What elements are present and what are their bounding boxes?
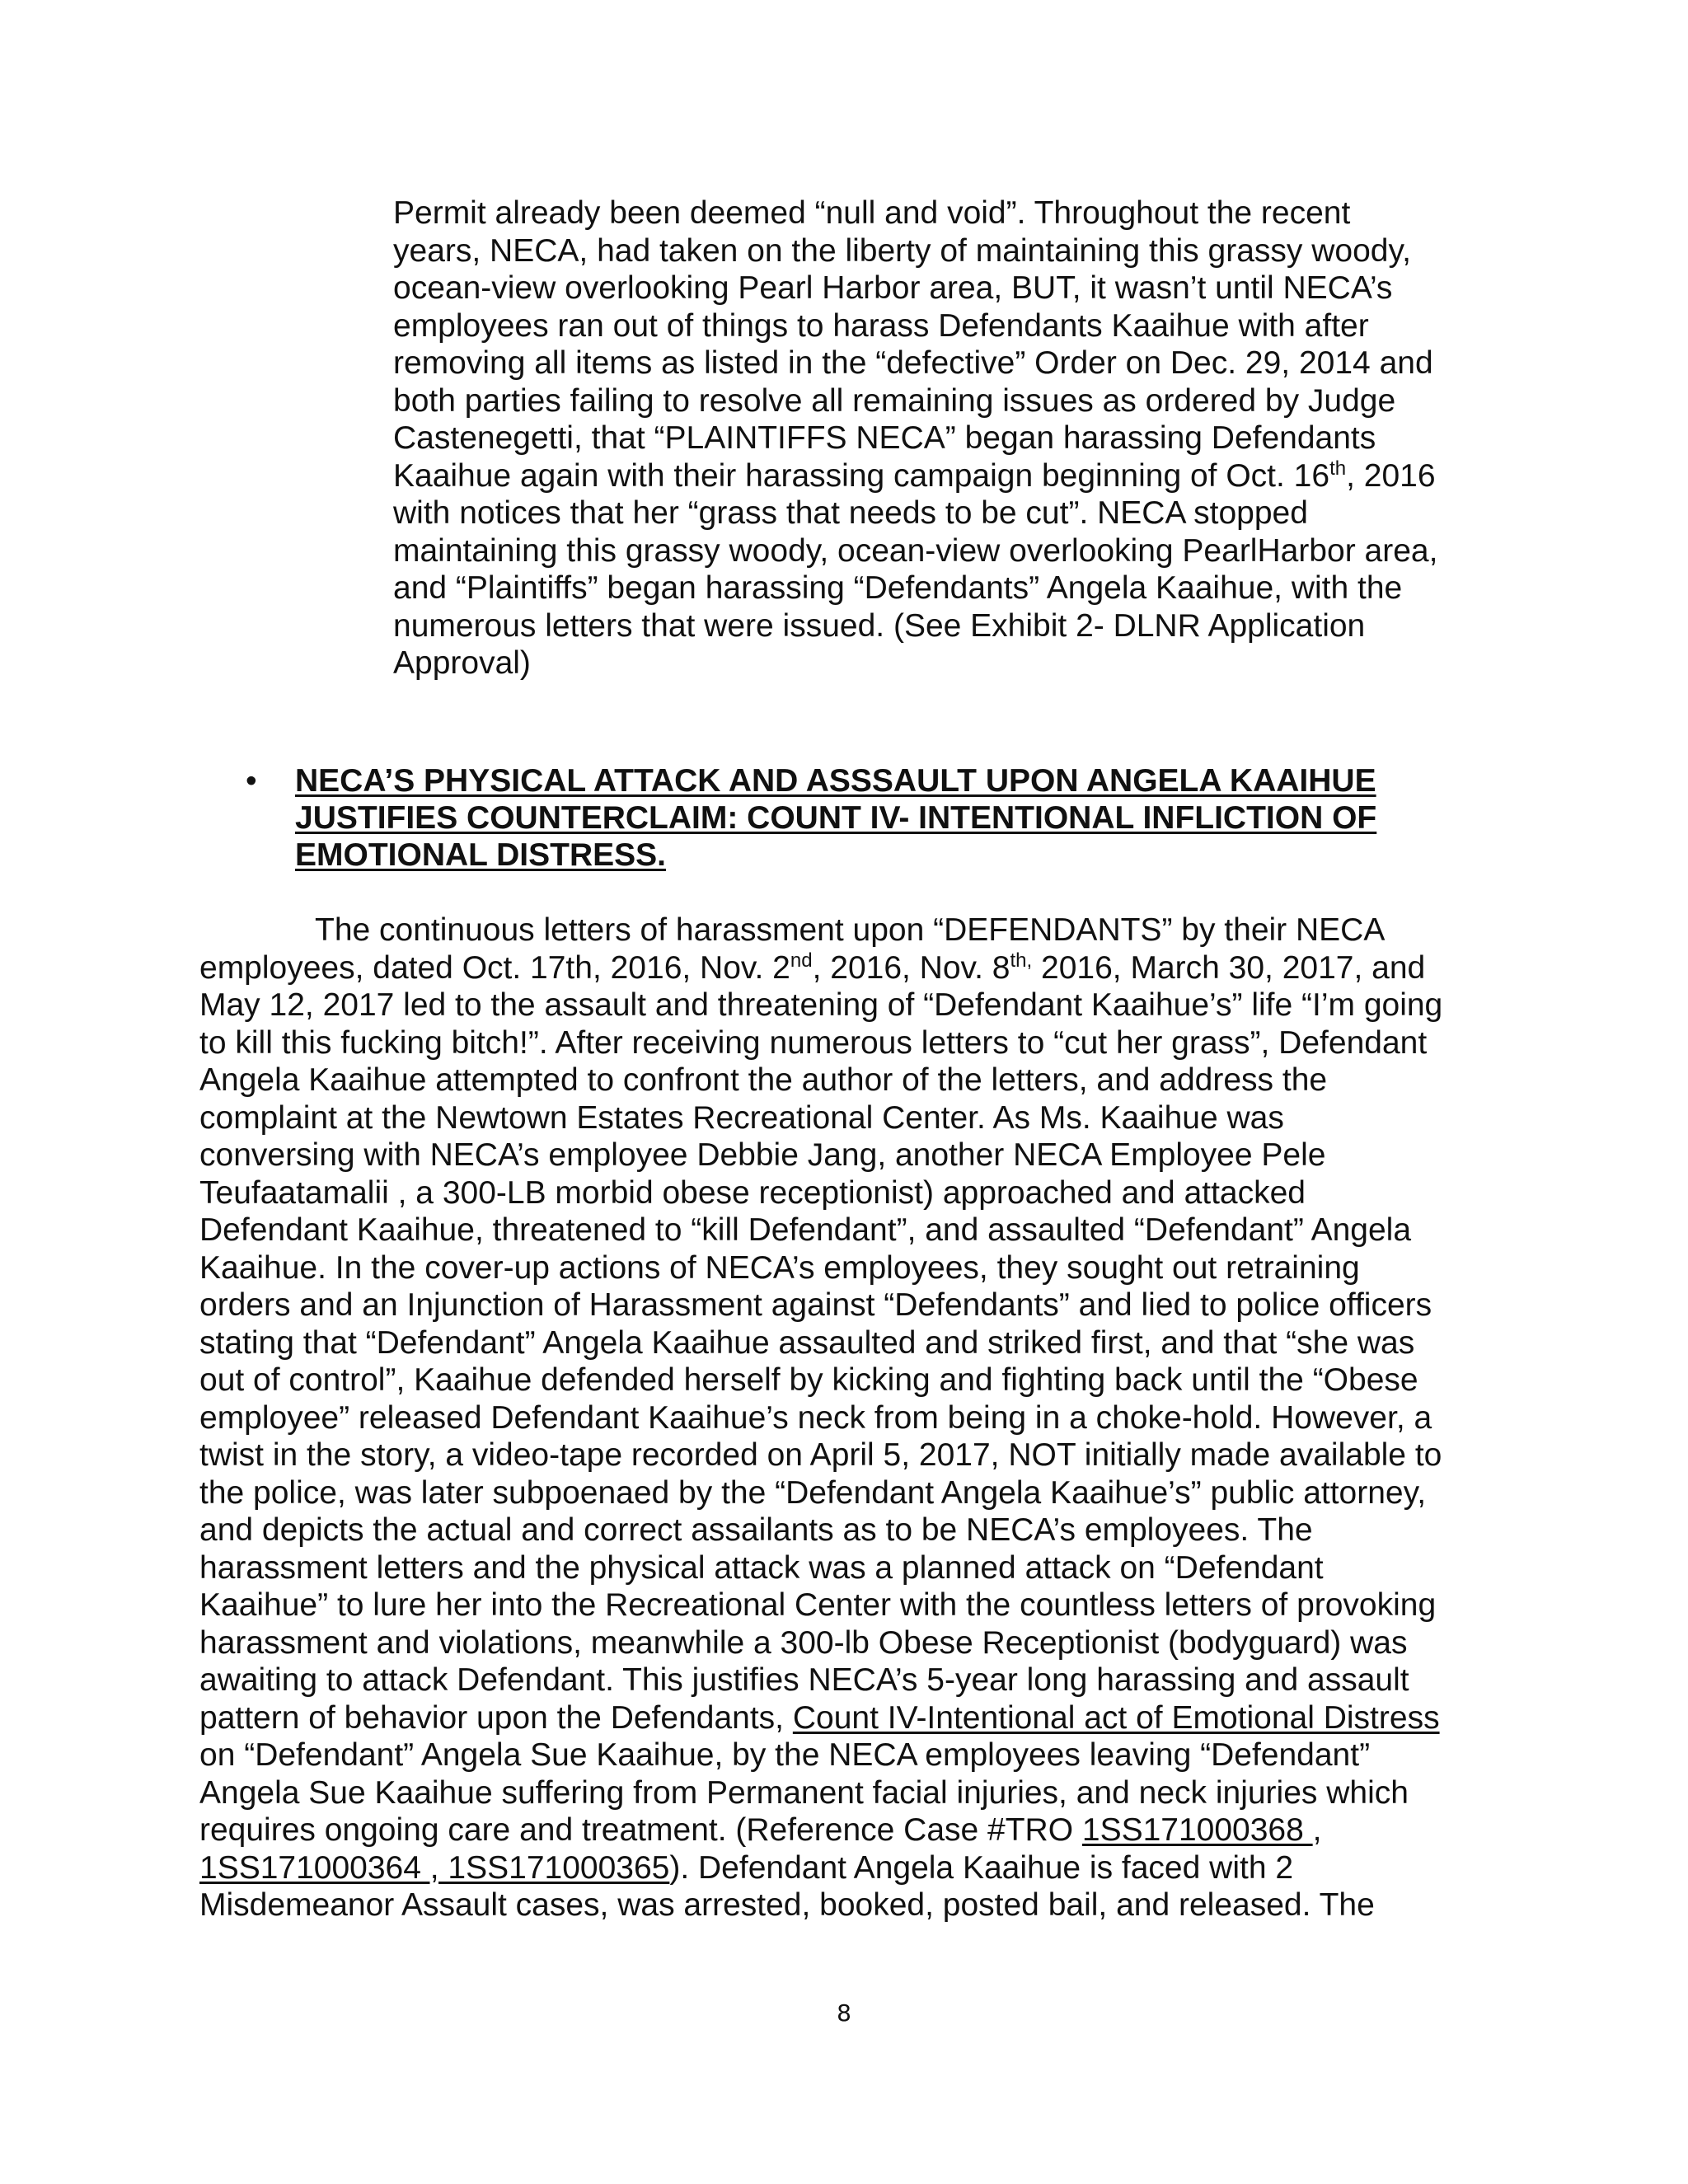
- text-line: maintaining this grassy woody, ocean-view overlooking PearlHarbor area,: [393, 532, 1438, 569]
- text-line: with notices that her “grass that needs to be cut”. NECA stopped: [393, 495, 1308, 531]
- text-segment: pattern of behavior upon the Defendants,: [199, 1699, 793, 1736]
- text-line: Approval): [393, 645, 531, 681]
- text-segment: ,: [1312, 1812, 1322, 1848]
- text-line: ocean-view overlooking Pearl Harbor area, BUT, it wasn’t until NECA’s: [393, 270, 1393, 306]
- heading-line: EMOTIONAL DISTRESS.: [295, 837, 666, 873]
- text-line: to kill this fucking bitch!”. After receiving numerous letters to “cut her grass”, Defendant: [199, 1024, 1428, 1061]
- section-heading-text: [295, 762, 1376, 874]
- text-line: stating that “Defendant” Angela Kaaihue assaulted and striked first, and that “she was: [199, 1324, 1415, 1361]
- text-line: twist in the story, a video-tape recorded on April 5, 2017, NOT initially made available to: [199, 1437, 1442, 1473]
- text-line: harassment and violations, meanwhile a 300-lb Obese Receptionist (bodyguard) was: [199, 1624, 1408, 1661]
- superscript: nd: [790, 949, 813, 972]
- text-line: and “Plaintiffs” began harassing “Defendants” Angela Kaaihue, with the: [393, 570, 1403, 606]
- text-line: Permit already been deemed “null and void”. Throughout the recent: [393, 195, 1351, 231]
- text-line: [199, 1699, 1502, 1737]
- text-line: Teufaatamalii , a 300-LB morbid obese receptionist) approached and attacked: [199, 1174, 1306, 1211]
- text-line: Kaaihue. In the cover-up actions of NECA’s employees, they sought out retraining: [199, 1249, 1360, 1286]
- text-line: [199, 1811, 1502, 1849]
- text-line: [199, 1849, 1502, 1887]
- text-line: out of control”, Kaaihue defended herself by kicking and fighting back until the “Obese: [199, 1362, 1418, 1398]
- text-line: Angela Sue Kaaihue suffering from Permanent facial injuries, and neck injuries which: [199, 1774, 1409, 1811]
- text-line: numerous letters that were issued. (See Exhibit 2- DLNR Application: [393, 607, 1366, 644]
- text-segment: , 2016: [1346, 457, 1436, 494]
- text-line: Defendant Kaaihue, threatened to “kill Defendant”, and assaulted “Defendant” Angela: [199, 1212, 1412, 1248]
- text-segment: ). Defendant Angela Kaaihue is faced with 2: [669, 1849, 1294, 1886]
- text-segment: employees, dated Oct. 17th, 2016, Nov. 2: [199, 949, 790, 986]
- text-line: [393, 457, 1489, 495]
- text-line: conversing with NECA’s employee Debbie Jang, another NECA Employee Pele: [199, 1137, 1326, 1173]
- text-segment: 2016, March 30, 2017, and: [1032, 949, 1426, 986]
- text-line: orders and an Injunction of Harassment against “Defendants” and lied to police officers: [199, 1287, 1432, 1323]
- main-paragraph: [199, 912, 1502, 1924]
- text-line: employees ran out of things to harass Defendants Kaaihue with after: [393, 307, 1369, 344]
- text-line: years, NECA, had taken on the liberty of maintaining this grassy woody,: [393, 232, 1411, 269]
- text-line: May 12, 2017 led to the assault and threatening of “Defendant Kaaihue’s” life “I’m going: [199, 987, 1443, 1023]
- underlined-count-reference: Count IV-Intentional act of Emotional Distress: [792, 1699, 1440, 1736]
- heading-line: NECA’S PHYSICAL ATTACK AND ASSSAULT UPON ANGELA KAAIHUE: [295, 763, 1376, 799]
- text-segment: , 2016, Nov. 8: [812, 949, 1010, 986]
- text-line: Kaaihue” to lure her into the Recreational Center with the countless letters of provoking: [199, 1587, 1437, 1623]
- text-line: [199, 949, 1502, 987]
- text-line: The continuous letters of harassment upon “DEFENDANTS” by their NECA: [315, 912, 1386, 948]
- text-line: complaint at the Newtown Estates Recreational Center. As Ms. Kaaihue was: [199, 1099, 1284, 1136]
- text-line: on “Defendant” Angela Sue Kaaihue, by the NECA employees leaving “Defendant”: [199, 1737, 1371, 1773]
- text-line: both parties failing to resolve all remaining issues as ordered by Judge: [393, 382, 1396, 419]
- superscript: th: [1329, 457, 1347, 480]
- text-line: and depicts the actual and correct assailants as to be NECA’s employees. The: [199, 1512, 1313, 1548]
- page-number: 8: [837, 1999, 851, 2027]
- text-line: harassment letters and the physical attack was a planned attack on “Defendant: [199, 1549, 1324, 1586]
- text-line: Angela Kaaihue attempted to confront the author of the letters, and address the: [199, 1062, 1328, 1098]
- bullet-icon: •: [246, 763, 257, 799]
- text-segment: requires ongoing care and treatment. (Reference Case #TRO: [199, 1812, 1082, 1848]
- text-line: the police, was later subpoenaed by the “Defendant Angela Kaaihue’s” public attorney,: [199, 1474, 1427, 1511]
- case-number-link: 1SS171000368: [1081, 1812, 1313, 1848]
- heading-line: JUSTIFIES COUNTERCLAIM: COUNT IV- INTENTIONAL INFLICTION OF: [295, 800, 1377, 836]
- continuation-paragraph: [393, 194, 1489, 682]
- text-line: employee” released Defendant Kaaihue’s neck from being in a choke-hold. However, a: [199, 1399, 1432, 1436]
- text-line: Castenegetti, that “PLAINTIFFS NECA” began harassing Defendants: [393, 420, 1376, 456]
- superscript: th,: [1010, 949, 1033, 972]
- case-number-link: 1SS171000364 , 1SS171000365: [199, 1849, 670, 1886]
- text-line: awaiting to attack Defendant. This justifies NECA’s 5-year long harassing and assault: [199, 1662, 1409, 1698]
- text-line: removing all items as listed in the “defective” Order on Dec. 29, 2014 and: [393, 345, 1433, 381]
- text-line: Misdemeanor Assault cases, was arrested, booked, posted bail, and released. The: [199, 1887, 1375, 1923]
- text-segment: Kaaihue again with their harassing campaign beginning of Oct. 16: [393, 457, 1330, 494]
